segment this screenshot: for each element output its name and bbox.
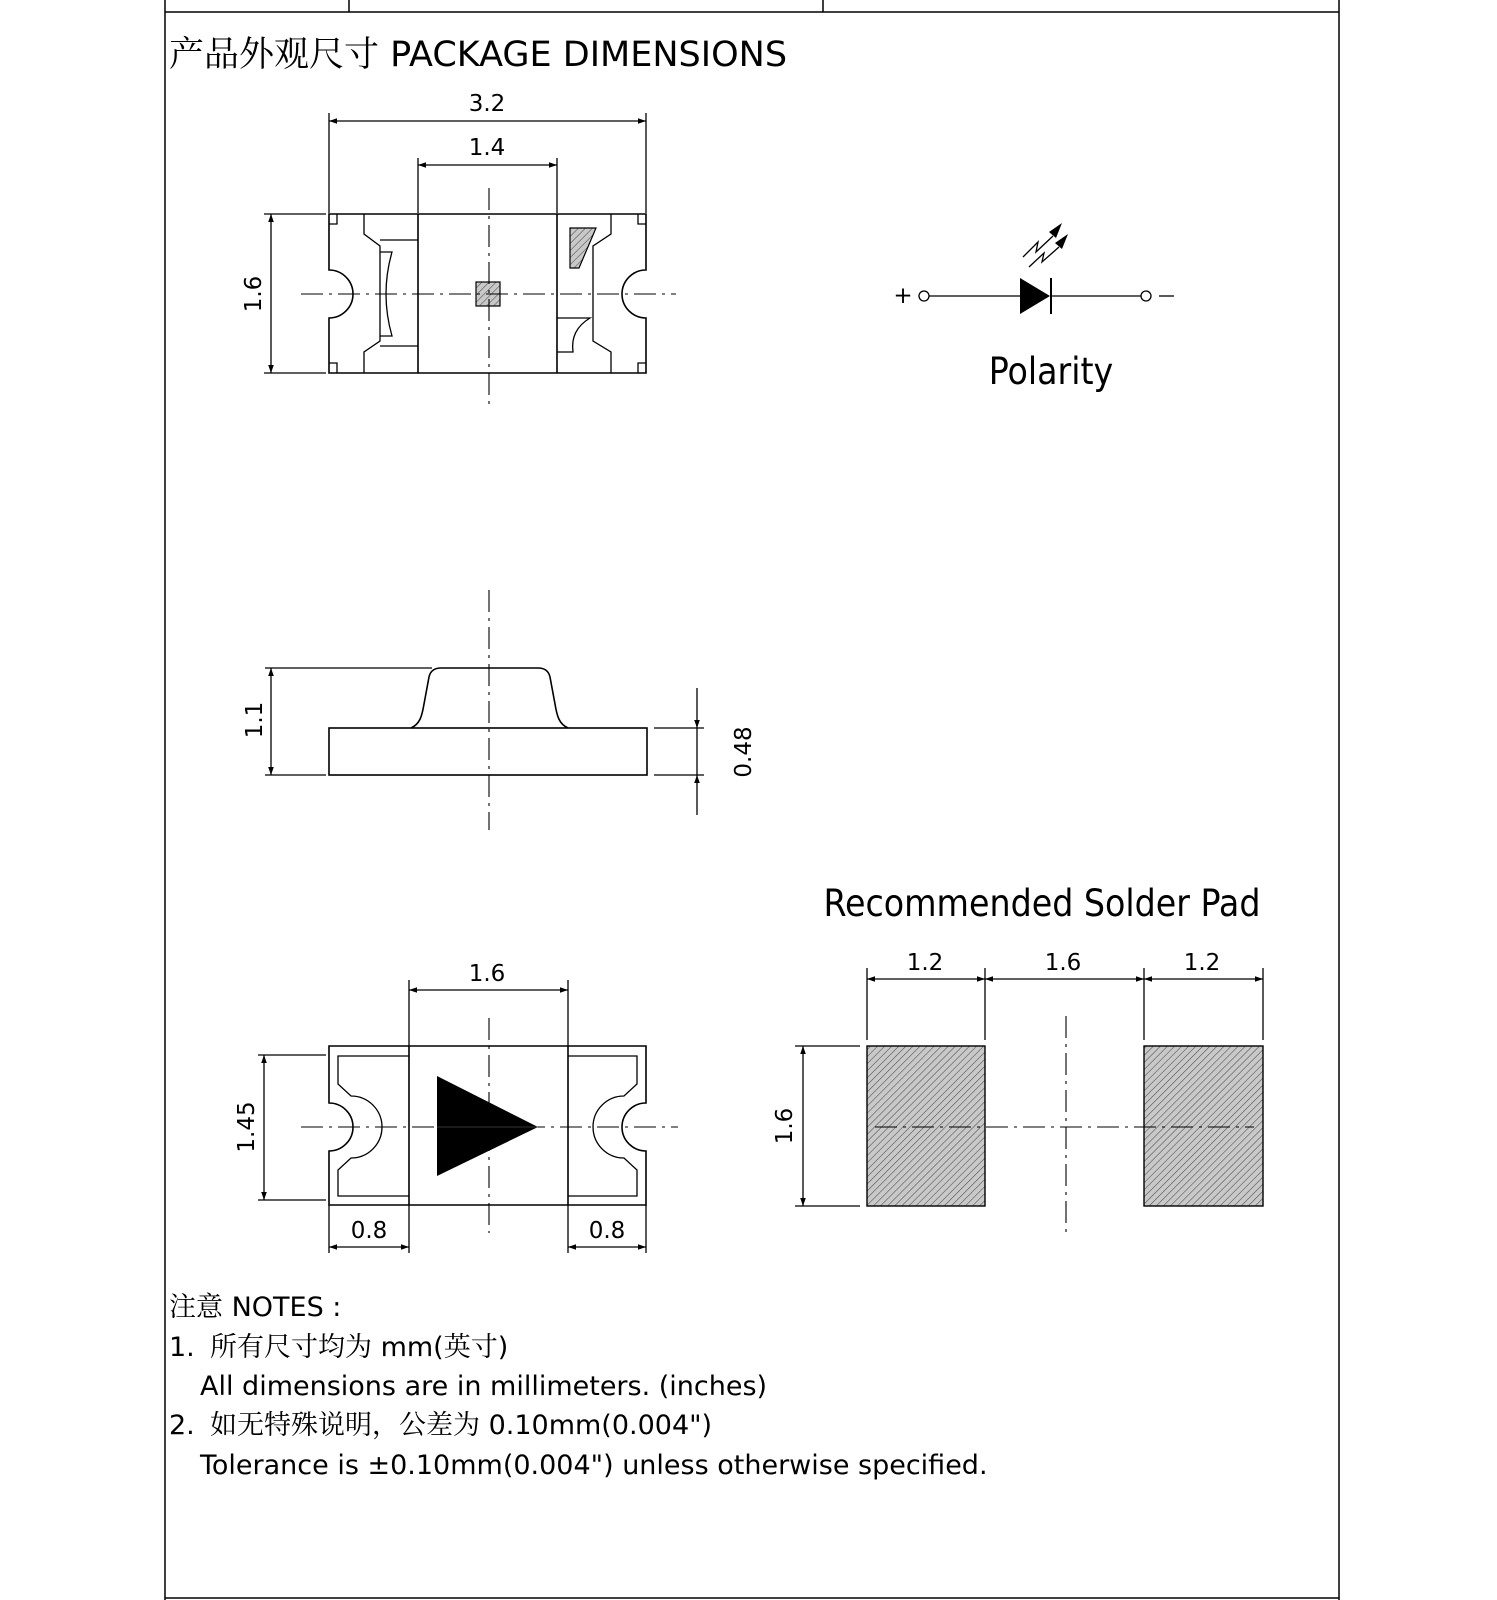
polarity-plus-sign: +	[893, 283, 913, 309]
solder-pad-title: Recommended Solder Pad	[823, 882, 1261, 925]
page-title: 产品外观尺寸 PACKAGE DIMENSIONS	[169, 35, 788, 75]
pad-dim-height: 1.6	[772, 1107, 798, 1145]
note-2-en: Tolerance is ±0.10mm(0.004") unless otherwise specified.	[200, 1450, 988, 1481]
solder-pad-left	[867, 1046, 985, 1206]
side-view-drawing	[265, 590, 704, 830]
bottom-dim-center-width: 1.6	[468, 961, 506, 987]
bottom-view-drawing	[258, 980, 678, 1253]
note-1-number: 1.	[169, 1332, 195, 1363]
light-emission-icon	[1023, 223, 1068, 267]
pad-dim-right: 1.2	[1183, 950, 1221, 976]
bottom-dim-height: 1.45	[234, 1101, 260, 1153]
bottom-dim-left-pad: 0.8	[350, 1218, 388, 1244]
polarity-symbol	[919, 223, 1174, 314]
top-dim-lens-width: 1.4	[468, 135, 506, 161]
top-dim-total-width: 3.2	[468, 91, 506, 117]
solder-pad-right	[1144, 1046, 1263, 1206]
solder-pad-drawing	[795, 968, 1263, 1236]
bottom-dim-right-pad: 0.8	[588, 1218, 626, 1244]
side-dim-total-height: 1.1	[242, 701, 268, 739]
polarity-label: Polarity	[988, 350, 1114, 393]
notes-section	[169, 1292, 988, 1481]
top-dim-height: 1.6	[241, 275, 267, 313]
side-dim-base-height: 0.48	[731, 726, 757, 778]
cathode-mark-icon	[437, 1076, 538, 1176]
note-1-en: All dimensions are in millimeters. (inches)	[200, 1371, 768, 1402]
pad-dim-gap: 1.6	[1044, 950, 1082, 976]
pad-dim-left: 1.2	[906, 950, 944, 976]
note-2-cn: 如无特殊说明，公差为 0.10mm(0.004")	[210, 1410, 713, 1441]
note-1-cn: 所有尺寸均为 mm(英寸)	[210, 1332, 509, 1363]
note-2-number: 2.	[169, 1410, 195, 1441]
notes-heading: 注意 NOTES :	[169, 1292, 342, 1323]
diode-icon	[1020, 278, 1050, 314]
